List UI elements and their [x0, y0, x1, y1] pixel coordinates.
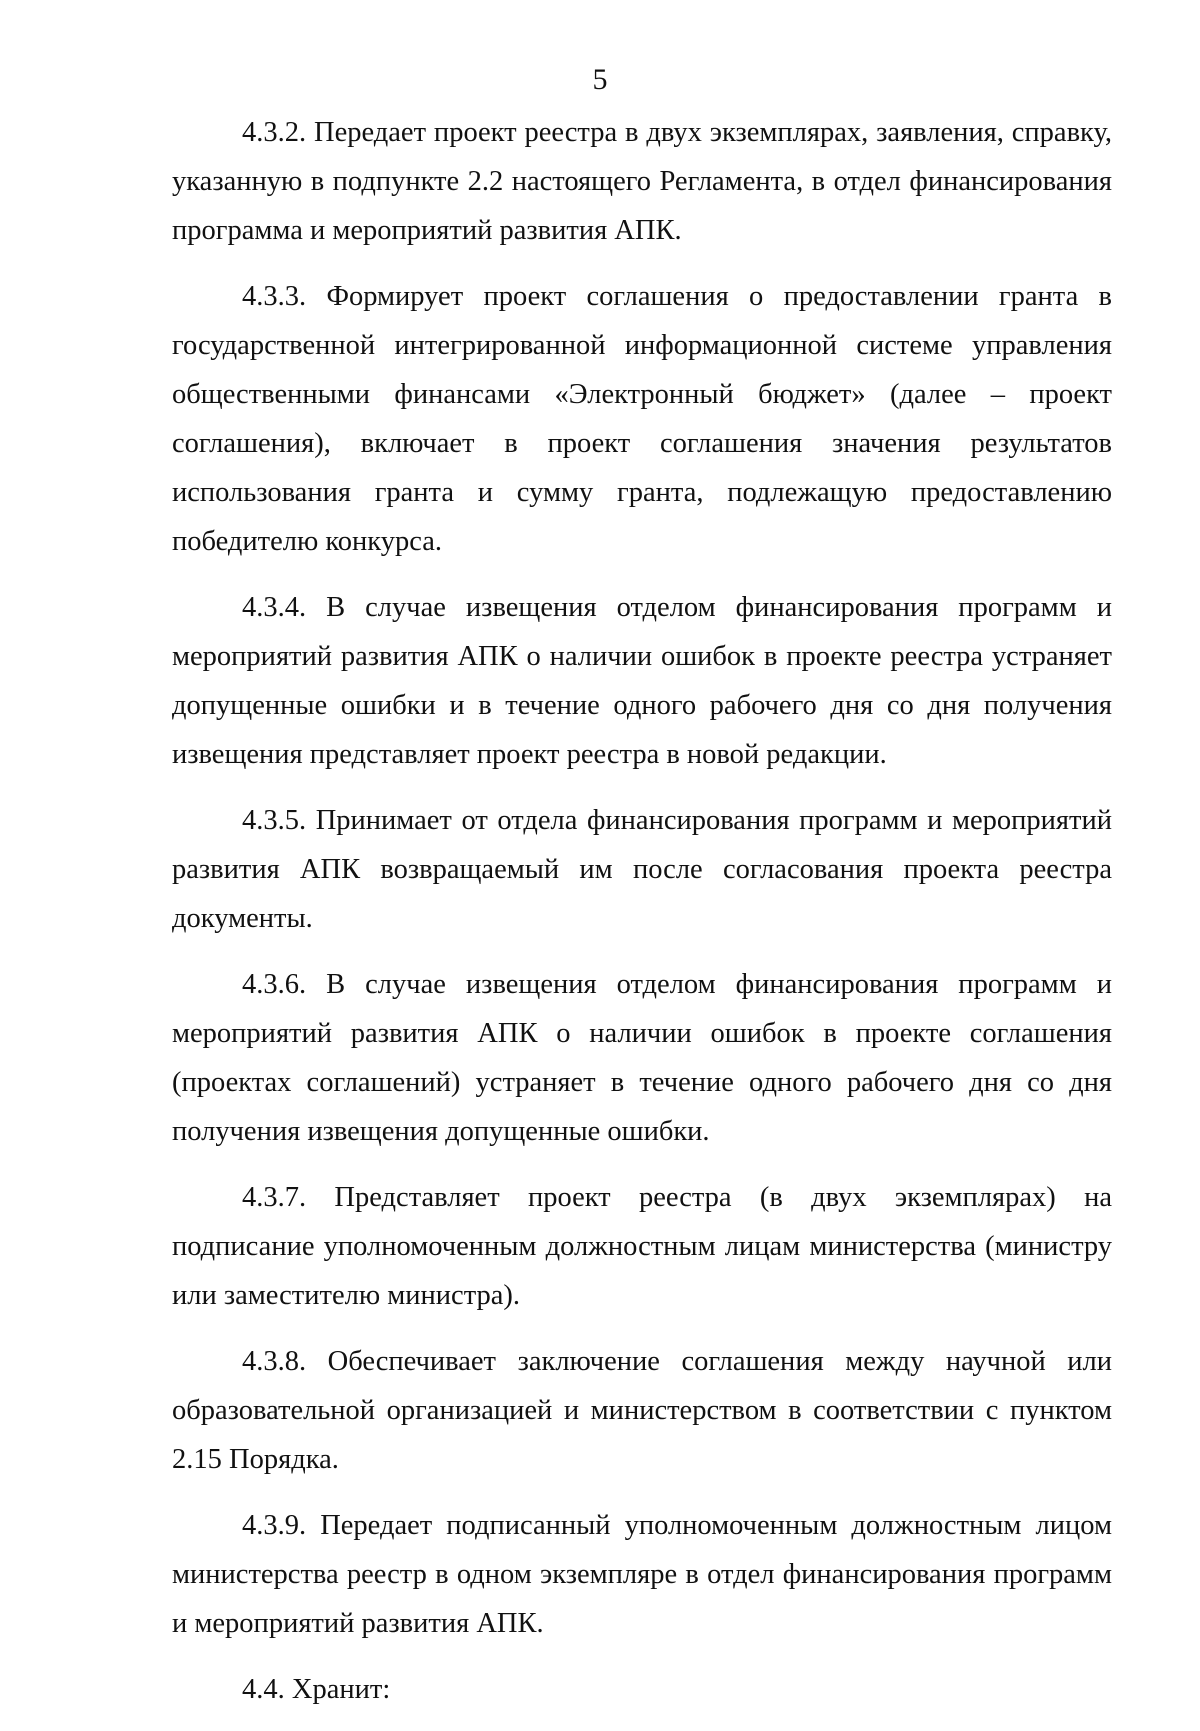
paragraph-4-4: 4.4. Хранит:	[242, 1674, 391, 1705]
paragraph-4-3-2: 4.3.2. Передает проект реестра в двух экземплярах, заявления, справку, указанную в подпункте 2.2 настоящего Регламента, в отдел финансирования программа и мероприятий развития АПК.	[172, 117, 1112, 246]
paragraph-4-3-5: 4.3.5. Принимает от отдела финансирования программ и мероприятий развития АПК возвращаемый им после согласования проекта реестра документы.	[172, 805, 1112, 934]
paragraph-4-3-7: 4.3.7. Представляет проект реестра (в двух экземплярах) на подписание уполномоченным должностным лицам министерства (министру или заместителю министра).	[172, 1182, 1112, 1311]
paragraph-4-3-3: 4.3.3. Формирует проект соглашения о предоставлении гранта в государственной интегрированной информационной системе управления общественными финансами «Электронный бюджет» (далее – проект соглашения), включает в проект соглашения значения результатов использования гранта и сумму гранта, подлежащую предоставлению победителю конкурса.	[172, 281, 1112, 557]
paragraph-4-3-9: 4.3.9. Передает подписанный уполномоченным должностным лицом министерства реестр в одном экземпляре в отдел финансирования программ и мероприятий развития АПК.	[172, 1510, 1112, 1639]
page-number: 5	[592, 63, 608, 96]
document-body	[172, 108, 1112, 1731]
paragraph-4-3-6: 4.3.6. В случае извещения отделом финансирования программ и мероприятий развития АПК о наличии ошибок в проекте соглашения (проектах соглашений) устраняет в течение одного рабочего дня со дня получения извещения допущенные ошибки.	[172, 969, 1112, 1147]
paragraph-4-3-4: 4.3.4. В случае извещения отделом финансирования программ и мероприятий развития АПК о наличии ошибок в проекте реестра устраняет допущенные ошибки и в течение одного рабочего дня со дня получения извещения представляет проект реестра в новой редакции.	[172, 592, 1112, 770]
paragraph-4-3-8: 4.3.8. Обеспечивает заключение соглашения между научной или образовательной организацией и министерством в соответствии с пунктом 2.15 Порядка.	[172, 1346, 1112, 1475]
